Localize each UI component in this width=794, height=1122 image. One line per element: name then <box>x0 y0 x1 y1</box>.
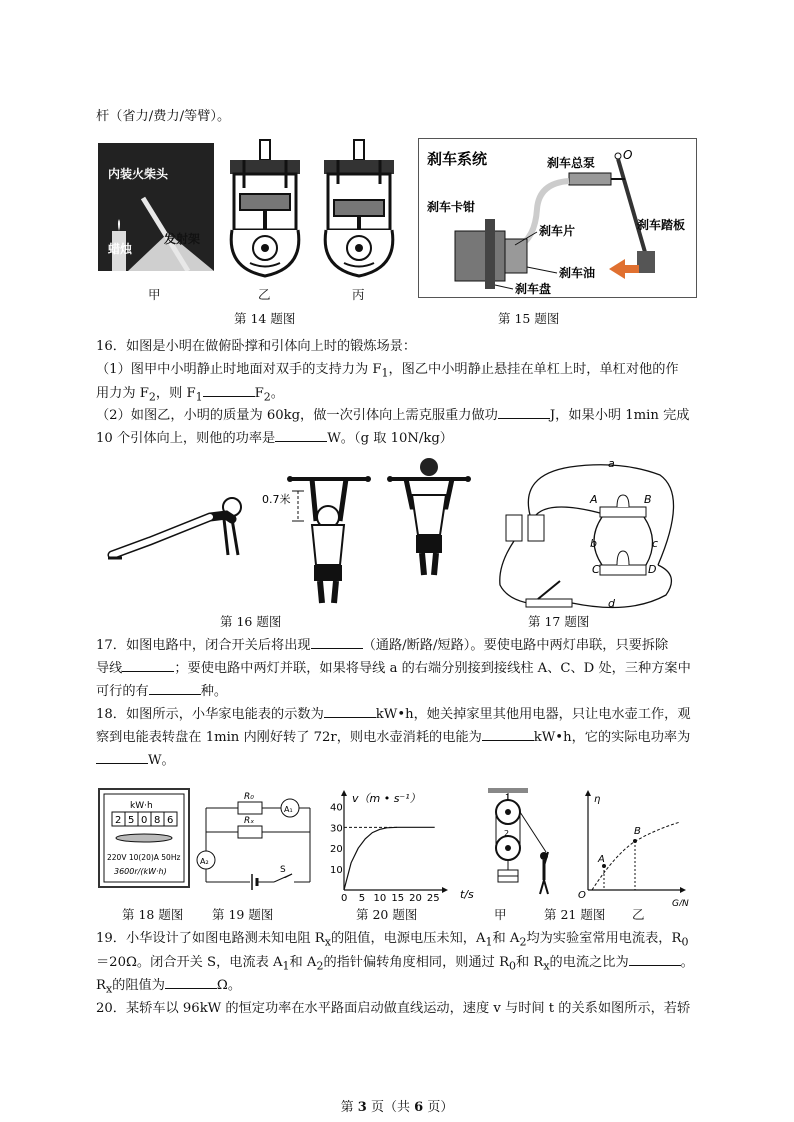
text-line-0: 杆（省力/费力/等臂）。 <box>96 109 231 124</box>
answer-blank-16-1[interactable] <box>203 384 255 397</box>
label-pad: 刹车片 <box>539 224 576 238</box>
meter-unit: kW·h <box>130 801 153 811</box>
caption-fig18: 第 18 题图 <box>122 907 184 922</box>
fig14-label-bing: 丙 <box>352 287 365 302</box>
fig15-brake-system <box>418 138 697 298</box>
label-switch: S <box>280 865 286 875</box>
graph-xaxis-label: G/N <box>672 899 689 906</box>
wire-label-d: d <box>608 597 615 610</box>
answer-blank-17-3[interactable] <box>149 682 201 695</box>
q16-part2-line1: （2）如图乙，小明的质量为 60kg，做一次引体向上需克服重力做功 J，如果小明 1min 完成 <box>96 408 690 423</box>
fig21-pulley <box>484 786 694 906</box>
fig20-chart <box>320 786 480 902</box>
wire-label-b: b <box>590 537 597 550</box>
answer-blank-17-2[interactable] <box>122 659 174 672</box>
q18-line3: W。 <box>96 751 175 770</box>
answer-blank-16-3[interactable] <box>275 429 327 442</box>
caption-fig19: 第 19 题图 <box>212 907 274 922</box>
label-a2: A₂ <box>200 857 209 866</box>
label-r0: R₀ <box>244 792 254 802</box>
q19-line2: ＝20Ω。闭合开关 S，电流表 $A_1$和 $A_2$的指针偏转角度相同，则通过 $R_0$和 $R_x$的电流之比为 。 <box>96 955 694 973</box>
q18-line1: 18．如图所示，小华家电能表的示数为 kW•h，她关掉家里其他用电器，只让电水壶工作，观 <box>96 707 691 722</box>
x-tick-label: 20 <box>409 893 422 902</box>
label-master-pump: 刹车总泵 <box>547 156 596 170</box>
fig17-circuit <box>490 455 690 615</box>
q19-line1: 19．小华设计了如图电路测未知电阻 $R_x$的阻值，电源电压未知，$A_1$和 $A_2$均为实验室常用电流表，$R_0$ <box>96 931 689 949</box>
meter-digits <box>112 812 177 826</box>
answer-blank-19-2[interactable] <box>165 976 217 989</box>
label-oil: 刹车油 <box>559 266 596 280</box>
y-tick-label: 30 <box>330 823 343 835</box>
label-rx: Rₓ <box>244 816 255 826</box>
y-tick-label: 10 <box>330 865 343 877</box>
fig21-label-yi: 乙 <box>632 907 645 922</box>
caption-fig17: 第 17 题图 <box>528 614 590 629</box>
q20-line1: 20．某轿车以 96kW 的恒定功率在水平路面启动做直线运动，速度 v 与时间 t 的关系如图所示，若轿 <box>96 1001 691 1016</box>
label-match-head: 内装火柴头 <box>108 167 169 181</box>
point-B-label: B <box>634 826 641 837</box>
label-disc: 刹车盘 <box>515 282 552 296</box>
y-tick-label: 40 <box>330 802 343 814</box>
fig14-label-jia: 甲 <box>148 287 161 302</box>
x-tick-label: 5 <box>358 893 366 902</box>
label-candle: 蜡烛 <box>108 242 133 256</box>
series-line <box>344 827 435 890</box>
label-height: 0.7米 <box>262 493 291 506</box>
fig14-bing-engine <box>316 138 402 280</box>
x-tick-label: 10 <box>373 893 387 902</box>
wire-label-a: a <box>608 457 615 470</box>
brake-title: 刹车系统 <box>427 150 488 168</box>
fig14-jia-photo <box>98 143 214 271</box>
caption-fig21: 第 21 题图 <box>544 907 606 922</box>
x-tick-label: 0 <box>341 893 348 902</box>
caption-fig16: 第 16 题图 <box>220 614 282 629</box>
x-tick-label: 25 <box>426 893 440 902</box>
meter-spec: 220V 10(20)A 50Hz <box>107 853 181 862</box>
meter-digit: 6 <box>167 815 174 826</box>
q16-part1-line2: 用力为 $F_2$，则 $F_1$ $F_2$。 <box>96 386 284 404</box>
pulley-2-label: 2 <box>504 829 510 838</box>
q19-line3: $R_x$的阻值为 Ω。 <box>96 978 242 996</box>
q17-line2: 导线 ；要使电路中两灯并联，如果将导线 a 的右端分别接到接线柱 A、C、D 处，三种方案中 <box>96 661 691 676</box>
q16-stem: 16．如图是小明在做俯卧撑和引体向上时的锻炼场景： <box>96 339 417 354</box>
q18-line2: 察到电能表转盘在 1min 内刚好转了 72r，则电水壶消耗的电能为 kW•h，它的实际电功率为 <box>96 730 691 745</box>
answer-blank-18-2[interactable] <box>482 728 534 741</box>
q17-line3: 可行的有 种。 <box>96 684 228 699</box>
meter-digit: 0 <box>141 815 148 826</box>
y-axis-label: v（m • s⁻¹） <box>352 792 421 805</box>
x-axis-label: t/s <box>460 888 474 901</box>
q16-part2-line2: 10 个引体向上，则他的功率是 W。（g 取 10N/kg） <box>96 431 453 446</box>
label-pedal: 刹车踏板 <box>637 218 686 232</box>
graph-origin: O <box>578 890 586 901</box>
caption-fig14: 第 14 题图 <box>234 311 296 326</box>
wire-label-c: c <box>652 537 659 550</box>
answer-blank-18-3[interactable] <box>96 751 148 764</box>
y-tick-label: 20 <box>330 844 343 856</box>
answer-blank-18-1[interactable] <box>324 705 376 718</box>
x-tick-label: 15 <box>391 893 405 902</box>
terminal-D: D <box>648 563 657 576</box>
answer-blank-17-1[interactable] <box>311 636 363 649</box>
fig14-yi-engine <box>222 138 308 280</box>
label-a1: A₁ <box>284 805 293 814</box>
page-footer: 第 3 页（共 6 页） <box>340 1100 454 1115</box>
meter-rating: 3600r/(kW·h) <box>114 867 167 876</box>
fig19-circuit <box>192 790 324 890</box>
label-launcher: 发射架 <box>164 232 201 246</box>
fig14-label-yi: 乙 <box>258 287 271 302</box>
fig16-exercise <box>100 455 480 605</box>
label-pivot-o: O <box>623 148 633 162</box>
answer-blank-16-2[interactable] <box>498 406 550 419</box>
label-caliper: 刹车卡钳 <box>427 200 476 214</box>
eta-label: η <box>594 794 601 805</box>
point-A-label: A <box>598 854 605 865</box>
q17-line1: 17．如图电路中，闭合开关后将出现 （通路/断路/短路）。要使电路中两灯串联，只要拆除 <box>96 638 669 653</box>
caption-fig15: 第 15 题图 <box>498 311 560 326</box>
meter-digit: 2 <box>115 815 122 826</box>
terminal-C: C <box>592 563 600 576</box>
pulley-1-label: 1 <box>505 793 511 802</box>
fig18-meter <box>98 788 190 888</box>
caption-fig20: 第 20 题图 <box>356 907 418 922</box>
chart-ticks <box>330 802 440 902</box>
meter-digit: 8 <box>154 815 161 826</box>
meter-digit: 5 <box>128 815 135 826</box>
answer-blank-19-1[interactable] <box>629 953 681 966</box>
fig21-label-jia: 甲 <box>494 907 507 922</box>
terminal-B: B <box>644 493 652 506</box>
q16-part1-line1: （1）图甲中小明静止时地面对双手的支持力为 $F_1$，图乙中小明静止悬挂在单杠上时，单杠对他的作 <box>96 362 679 380</box>
terminal-A: A <box>590 493 598 506</box>
